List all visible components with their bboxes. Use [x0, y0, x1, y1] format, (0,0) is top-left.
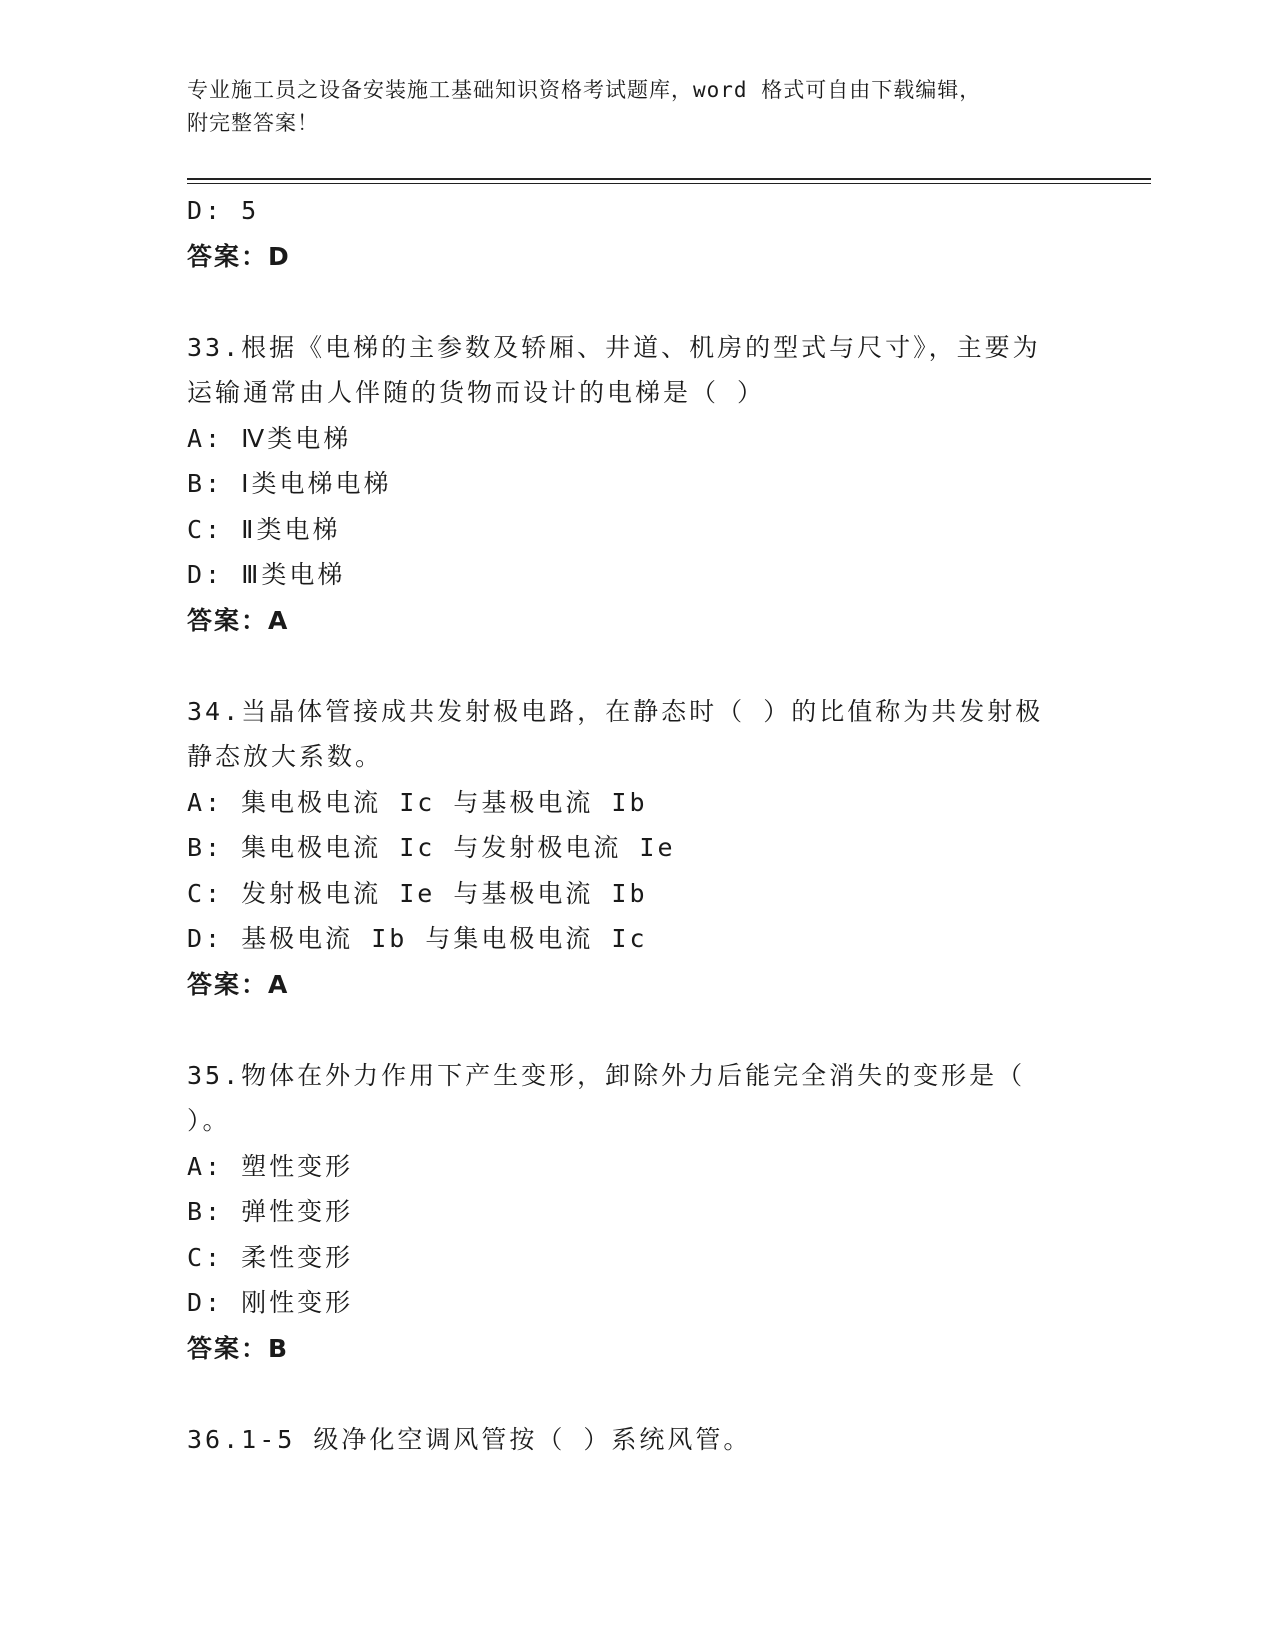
answer: 答案：A [187, 605, 290, 635]
question-stem-cont: 静态放大系数。 [187, 742, 384, 771]
option-c: C: Ⅱ类电梯 [187, 514, 341, 544]
option-b: B: 弹性变形 [187, 1197, 354, 1226]
option-b: B: Ⅰ类电梯电梯 [187, 469, 392, 498]
question-stem: 35.物体在外力作用下产生变形，卸除外力后能完全消失的变形是（ [187, 1060, 1026, 1090]
question-stem-cont: 运输通常由人伴随的货物而设计的电梯是（ ） [187, 378, 766, 407]
answer: 答案：A [187, 969, 290, 999]
header-divider-thin [187, 183, 1151, 184]
question-33 [187, 325, 1087, 644]
header-line-2: 附完整答案！ [187, 111, 319, 135]
header-divider [187, 178, 1151, 180]
question-stem-cont: ）。 [187, 1106, 231, 1135]
answer: 答案：B [187, 1333, 290, 1363]
question-stem: 36.1-5 级净化空调风管按（ ）系统风管。 [187, 1424, 752, 1454]
question-35 [187, 1053, 1087, 1372]
prev-answer: 答案：D [187, 241, 291, 271]
question-gap [187, 279, 1087, 325]
question-gap [187, 1371, 1087, 1417]
option-c: C: 发射极电流 Ie 与基极电流 Ib [187, 878, 648, 908]
question-list [187, 188, 1087, 1462]
option-d: D: Ⅲ类电梯 [187, 560, 346, 589]
question-34 [187, 689, 1087, 1008]
question-gap [187, 1007, 1087, 1053]
option-d: D: 刚性变形 [187, 1288, 354, 1317]
option-a: A: 塑性变形 [187, 1151, 354, 1181]
question-36 [187, 1417, 1087, 1463]
option-b: B: 集电极电流 Ic 与发射极电流 Ie [187, 833, 676, 862]
option-a: A: 集电极电流 Ic 与基极电流 Ib [187, 787, 648, 817]
option-d: D: 基极电流 Ib 与集电极电流 Ic [187, 924, 648, 953]
question-gap [187, 643, 1087, 689]
question-stem: 34.当晶体管接成共发射极电路，在静态时（ ）的比值称为共发射极 [187, 696, 1044, 726]
page-header [187, 74, 1087, 140]
prev-option-d: D: 5 [187, 196, 260, 225]
header-line-1: 专业施工员之设备安装施工基础知识资格考试题库，word 格式可自由下载编辑， [187, 78, 982, 102]
option-c: C: 柔性变形 [187, 1242, 354, 1272]
question-stem: 33.根据《电梯的主参数及轿厢、井道、机房的型式与尺寸》，主要为 [187, 332, 1041, 362]
option-a: A: Ⅳ类电梯 [187, 423, 352, 453]
